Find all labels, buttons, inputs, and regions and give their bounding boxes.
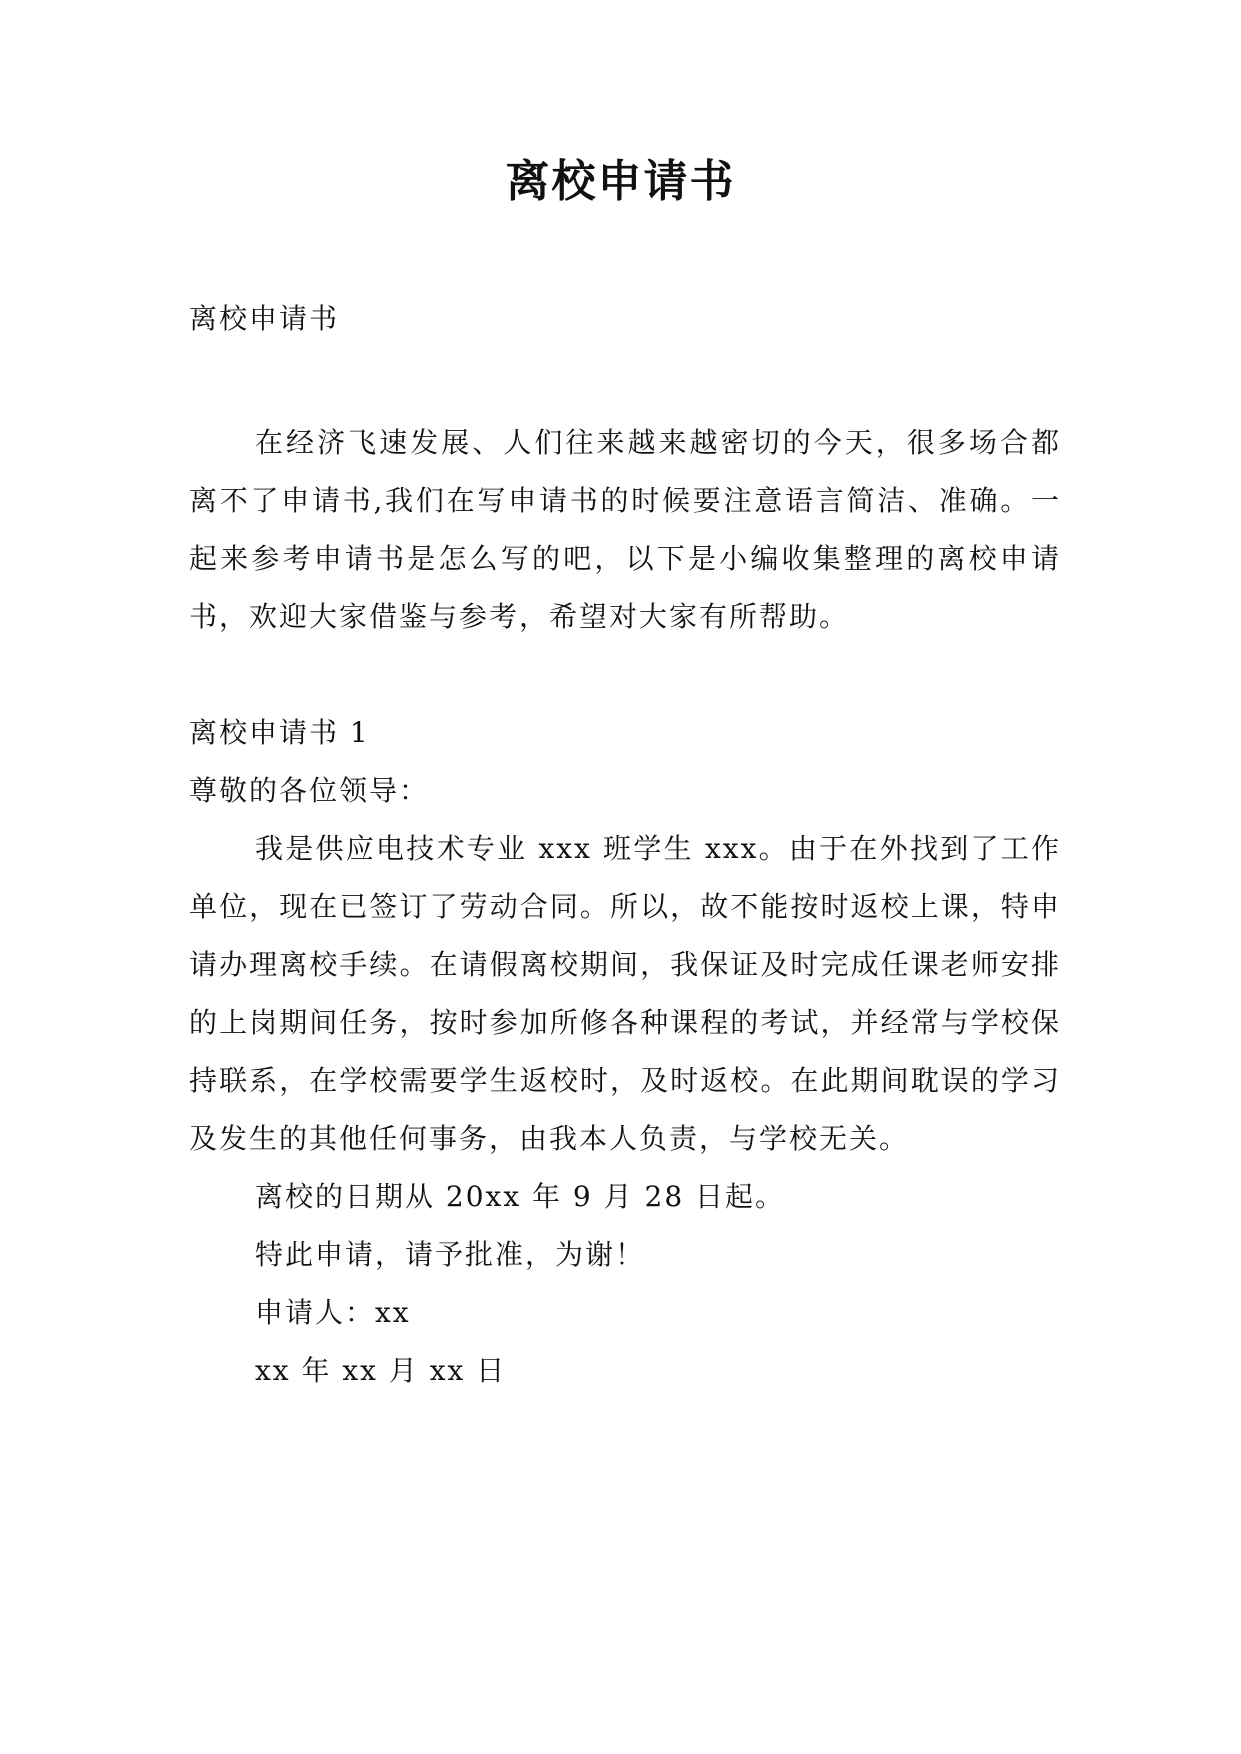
document-body	[189, 290, 1061, 1400]
signature-date: xx 年 xx 月 xx 日	[255, 1354, 507, 1387]
document-subtitle: 离校申请书	[189, 302, 340, 335]
intro-paragraph: 在经济飞速发展、人们往来越来越密切的今天，很多场合都离不了申请书,我们在写申请书的时候要注意语言简洁、准确。一起来参考申请书是怎么写的吧，以下是小编收集整理的离校申请书，欢迎大家借鉴与参考，希望对大家有所帮助。	[189, 426, 1061, 633]
page-title: 离校申请书	[505, 156, 736, 207]
body-paragraph: 我是供应电技术专业 xxx 班学生 xxx。由于在外找到了工作单位，现在已签订了劳动合同。所以，故不能按时返校上课，特申请办理离校手续。在请假离校期间，我保证及时完成任课老师安排的上岗期间任务，按时参加所修各种课程的考试，并经常与学校保持联系，在学校需要学生返校时，及时返校。在此期间耽误的学习及发生的其他任何事务，由我本人负责，与学校无关。	[189, 832, 1061, 1155]
spacer	[189, 348, 1061, 414]
applicant-line: 申请人：xx	[255, 1296, 411, 1329]
salutation: 尊敬的各位领导：	[189, 774, 430, 807]
section-heading: 离校申请书 1	[189, 716, 370, 749]
closing-line: 特此申请，请予批准，为谢！	[255, 1238, 646, 1271]
spacer	[189, 646, 1061, 704]
leave-date-line: 离校的日期从 20xx 年 9 月 28 日起。	[255, 1180, 786, 1213]
